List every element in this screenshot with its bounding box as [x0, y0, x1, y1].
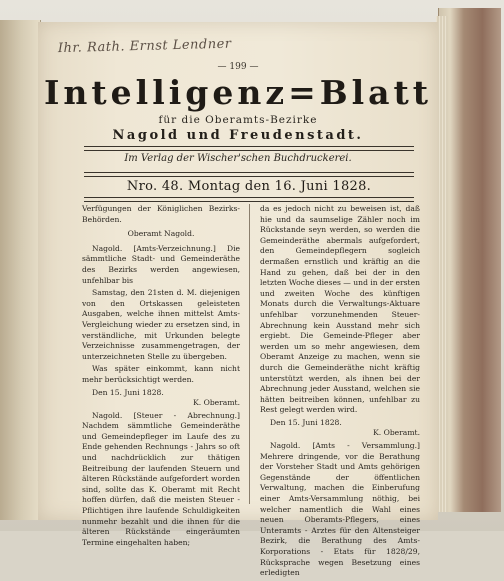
handwritten-note: Ihr. Rath. Ernst Lendner	[57, 36, 232, 57]
right-column	[260, 204, 420, 581]
article-paragraph: Was später einkommt, kann nicht mehr berücksichtigt werden.	[82, 364, 240, 384]
article-signature: K. Oberamt.	[373, 428, 420, 438]
book-cover-left	[0, 20, 41, 520]
article-date: Den 15. Juni 1828.	[270, 417, 342, 427]
masthead-title: Intelligenz=Blatt	[43, 73, 433, 112]
page-number: — 199 —	[217, 62, 259, 72]
article-paragraph: Nagold. [Steuer - Abrechnung.] Nachdem sämmtliche Gemeinderäthe und Gemeindepfleger im Laufe des zu Ende gehenden Rechnungs - Jahrs so oft und nachdrücklich zur thätigen Beitreibung der laufenden Steuern und älteren Rückstände aufgefordert worden sind, sollte das K. Oberamt mit Recht hoffen dürfen, daß die meisten Steuer - Pflichtigen ihre laufende Schuldigkeiten nunmehr bezahlt und die ihnen für die älteren Rückstände eingeräumten Termine eingehalten haben;	[82, 410, 240, 547]
article-paragraph: da es jedoch nicht zu beweisen ist, daß hie und da saumselige Zähler noch im Rückstande seyn werden, so werden die Gemeinderäthe abermals aufgefordert, den Gemeindepflegern sogleich dermaßen ernstlich und kräftig an die Hand zu gehen, daß bei der in den letzten Woche dieses — und in der ersten und zweiten Woche des künftigen Monats durch die Verwaltungs-Aktuare unfehlbar vorzunehmenden Steuer-Abrechnung kein Ausstand mehr sich ergiebt. Die Gemeinde-Pfleger aber werden um so mehr angewiesen, dem Oberamt Anzeige zu machen, wenn sie durch die Gemeinderäthe nicht kräftig unterstützt werden, als ihnen bei der Abrechnung jeder Ausstand, welchen sie hätten beitreiben können, unfehlbar zu Rest gelegt werden wird.	[260, 204, 420, 415]
office-heading: Oberamt Nagold.	[127, 229, 195, 239]
article-date: Den 15. Juni 1828.	[92, 387, 164, 397]
article-paragraph: Nagold. [Amts - Versammlung.] Mehrere dringende, vor die Berathung der Vorsteher Stadt und Amts gehörigen Gegenstände der öffentlichen Verwaltung, machen die Einberufung einer Amts-Versammlung nöthig, bei welcher namentlich die Wahl eines neuen Oberamts-Pflegers, eines Unteramts - Arztes für den Altensteiger Bezirk, die Berathung des Amts-Korporations - Etats für 1828/29, Rücksprache wegen Besetzung eines erledigten	[260, 441, 420, 578]
rule-top	[84, 146, 414, 151]
issue-line: Nro. 48. Montag den 16. Juni 1828.	[126, 179, 372, 194]
article-signature: K. Oberamt.	[193, 398, 240, 408]
rule-bottom	[84, 197, 414, 202]
publisher-line: Im Verlag der Wischer'schen Buchdruckerei.	[124, 153, 352, 164]
masthead-region: Nagold und Freudenstadt.	[112, 128, 364, 143]
rule-middle	[84, 172, 414, 177]
left-column	[82, 204, 240, 550]
article-paragraph: Samstag, den 21sten d. M. diejenigen von den Ortskassen geleisteten Ausgaben, welche ihnen mittelst Amts-Vergleichung wieder zu ersetzen sind, in verständliche, mit Urkunden belegte Verzeichnisse zusammengetragen, der unterzeichneten Stelle zu übergeben.	[82, 288, 240, 361]
newspaper-page	[38, 22, 438, 578]
masthead-subtitle: für die Oberamts-Bezirke	[158, 114, 318, 126]
article-paragraph: Nagold. [Amts-Verzeichnung.] Die sämmtliche Stadt- und Gemeinderäthe des Bezirks werden angewiesen, unfehlbar bis	[82, 243, 240, 285]
column-divider	[249, 204, 250, 504]
section-heading: Verfügungen der Königlichen Bezirks-Behörden.	[82, 204, 240, 224]
